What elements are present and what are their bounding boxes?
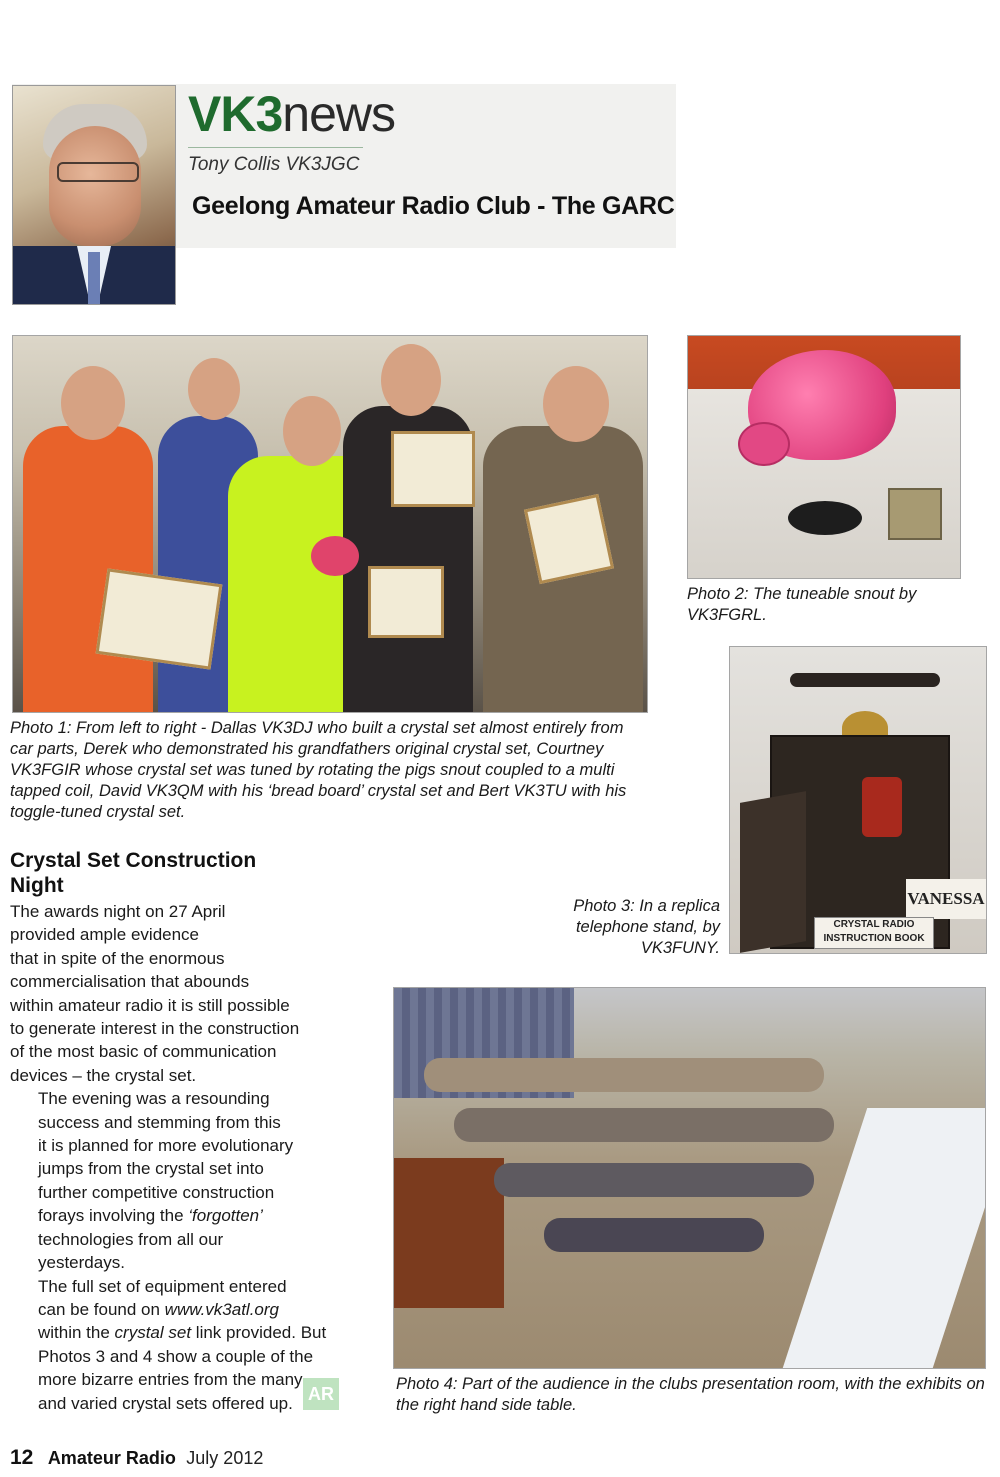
paragraph-2 [10, 1087, 340, 1274]
photo-1-award-winners [12, 335, 648, 713]
article-title: Geelong Amateur Radio Club - The GARC [192, 192, 675, 220]
body-line: within amateur radio it is still possible [10, 995, 290, 1015]
instruction-book: CRYSTAL RADIO INSTRUCTION BOOK [814, 917, 934, 949]
photo-1-caption: Photo 1: From left to right - Dallas VK3DJ who built a crystal set almost entirely from car parts, Derek who demonstrated his grandfathers original crystal set, Courtney VK3FGIR whose crystal set was tuned by rotating the pigs snout coupled to a multi tapped coil, David VK3QM with his ‘bread board’ crystal set and Bert VK3TU with his toggle-tuned crystal set. [10, 719, 627, 821]
photo-4-audience [393, 987, 986, 1369]
body-line: The evening was a resounding [38, 1089, 270, 1109]
title-rule [188, 147, 363, 148]
website-url: www.vk3atl.org [164, 1299, 279, 1319]
issue-date: July 2012 [186, 1448, 264, 1468]
body-line: and varied crystal sets offered up. [38, 1393, 293, 1413]
body-line: to generate interest in the construction [10, 1019, 300, 1039]
body-text-run: can be found on [38, 1299, 165, 1319]
section-title-light: news [282, 86, 395, 142]
body-line: of the most basic of communication [10, 1042, 277, 1062]
body-line: jumps from the crystal set into [38, 1159, 264, 1179]
body-text-run: link provided. But [191, 1323, 327, 1343]
photo-3-caption: Photo 3: In a replica telephone stand, by VK3FUNY. [573, 897, 720, 957]
photo-2-caption: Photo 2: The tuneable snout by VK3FGRL. [687, 585, 917, 624]
body-line: that in spite of the enormous [10, 948, 225, 968]
body-line [10, 1204, 340, 1227]
section-title [188, 84, 395, 144]
body-line: more bizarre entries from the many [38, 1370, 303, 1390]
body-line: provided ample evidence [10, 925, 200, 945]
crystal-set-link-name: crystal set [114, 1323, 192, 1343]
body-line: success and stemming from this [38, 1112, 281, 1132]
photo-3-telephone-stand [729, 646, 987, 954]
paragraph-3 [10, 1275, 340, 1415]
body-line [10, 1321, 340, 1344]
author-portrait-photo [12, 85, 176, 305]
forgotten-emphasis: ‘forgotten’ [188, 1206, 263, 1226]
magazine-name: Amateur Radio [47, 1448, 176, 1468]
vanessa-sign: VANESSA [906, 879, 986, 919]
body-line: yesterdays. [38, 1253, 125, 1273]
body-line: commercialisation that abounds [10, 972, 250, 992]
body-line: The awards night on 27 April [10, 902, 226, 921]
body-line: it is planned for more evolutionary [38, 1136, 294, 1156]
body-text-run: forays involving the [38, 1206, 189, 1226]
body-line [10, 1298, 340, 1321]
body-text-run: within the [38, 1323, 115, 1343]
body-line: technologies from all our [38, 1229, 224, 1249]
body-line: further competitive construction [38, 1182, 275, 1202]
article-body [10, 900, 340, 1415]
author-byline: Tony Collis VK3JGC [188, 154, 360, 175]
body-line: devices – the crystal set. [10, 1065, 197, 1085]
body-line: Photos 3 and 4 show a couple of the [38, 1346, 314, 1366]
article-subheading: Crystal Set Construction Night [10, 849, 257, 897]
article-end-mark-logo: AR [303, 1378, 339, 1410]
section-title-bold: VK3 [188, 86, 283, 142]
paragraph-1 [10, 900, 340, 1087]
page-footer [10, 1446, 263, 1470]
photo-4-caption: Photo 4: Part of the audience in the clubs presentation room, with the exhibits on the right hand side table. [396, 1375, 985, 1414]
photo-2-pig-crystal-set [687, 335, 961, 579]
body-line: The full set of equipment entered [38, 1276, 287, 1296]
page-number: 12 [10, 1446, 34, 1469]
